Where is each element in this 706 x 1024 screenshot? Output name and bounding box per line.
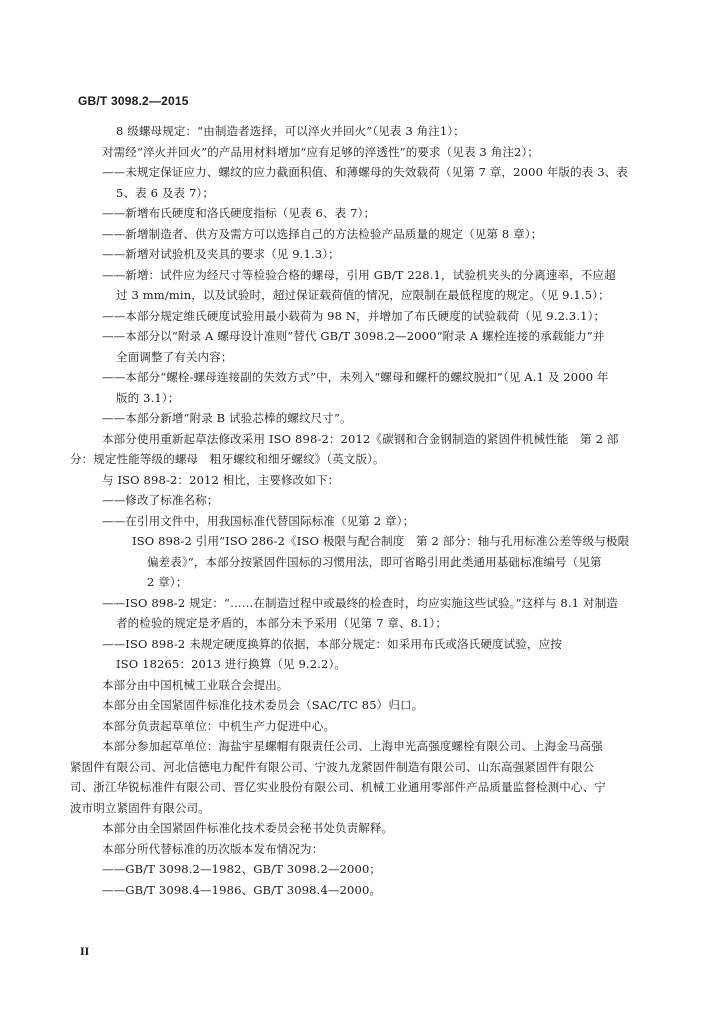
text-line: 紧固件有限公司、河北信德电力配件有限公司、宁波九龙紧固件制造有限公司、山东高强紧固件有限公	[70, 759, 595, 774]
text-line: ——ISO 898-2 规定：“……在制造过程中或最终的检查时，均应实施这些试验。”这样与 8.1 对制造	[102, 595, 618, 610]
text-line: ——在引用文件中，用我国标准代替国际标准（见第 2 章）；	[102, 513, 415, 528]
text-line: 波市明立紧固件有限公司。	[70, 800, 210, 815]
text-line: ISO 898-2 引用“ISO 286-2《ISO 极限与配合制度 第 2 部分：轴与孔用标准公差等级与极限	[132, 534, 630, 548]
standard-number-header: GB/T 3098.2—2015	[78, 94, 189, 108]
page-number: II	[80, 944, 90, 958]
text-line: 全面调整了有关内容；	[116, 349, 233, 364]
text-line: 过 3 mm/min，以及试验时，超过保证载荷值的情况，应限制在最低程度的规定。（见 9.1.5）；	[116, 288, 610, 302]
text-line: 对需经“淬火并回火”的产品用材料增加“应有足够的淬透性”的要求（见表 3 角注2）；	[102, 144, 540, 159]
text-line: 偏差表》”，本部分按紧固件国标的习惯用法，即可省略引用此类通用基础标准编号（见第	[147, 554, 602, 569]
text-line: 本部分负责起草单位：中机生产力促进中心。	[102, 718, 335, 733]
text-line: 本部分由全国紧固件标准化技术委员会（SAC/TC 85）归口。	[102, 698, 424, 712]
text-line: ISO 18265：2013 进行换算（见 9.2.2）。	[116, 657, 347, 671]
text-line: ——新增制造者、供方及需方可以选择自己的方法检验产品质量的规定（见第 8 章）；	[102, 226, 543, 241]
text-line: ——GB/T 3098.2—1982、GB/T 3098.2—2000；	[102, 862, 382, 876]
text-line: 2 章）；	[147, 575, 188, 589]
text-line: 本部分由全国紧固件标准化技术委员会秘书处负责解释。	[102, 821, 394, 835]
text-line: 版的 3.1）；	[116, 390, 180, 405]
text-line: ——新增：试件应为经尺寸等检验合格的螺母，引用 GB/T 228.1，试验机夹头的分离速率，不应超	[102, 267, 616, 282]
text-line: ——本部分“螺栓-螺母连接副的失效方式”中，未列入“螺母和螺杆的螺纹脱扣”（见 A.1 及 2000 年	[102, 370, 609, 384]
text-line: ——GB/T 3098.4—1986、GB/T 3098.4—2000。	[102, 882, 382, 897]
text-line: 本部分参加起草单位：海盐宇星螺帽有限责任公司、上海申光高强度螺栓有限公司、上海金马高强	[102, 739, 603, 753]
text-line: 8 级螺母规定：“由制造者选择，可以淬火并回火”（见表 3 角注1）；	[116, 124, 465, 138]
text-line: ——修改了标准名称；	[102, 493, 219, 507]
text-line: ——新增布氏硬度和洛氏硬度指标（见表 6、表 7）；	[102, 206, 376, 220]
text-line: 5、表 6 及表 7）；	[116, 185, 214, 200]
text-line: 与 ISO 898-2：2012 相比，主要修改如下：	[102, 472, 340, 487]
text-line: ——本部分规定维氏硬度试验用最小载荷为 98 N，并增加了布氏硬度的试验载荷（见 9.2.3.1）；	[102, 308, 606, 323]
text-line: ——本部分新增“附录 B 试验芯棒的螺纹尺寸”。	[102, 411, 352, 425]
foreword-body	[70, 121, 634, 900]
text-line: ——未规定保证应力、螺纹的应力截面积值、和薄螺母的失效载荷（见第 7 章，2000 年版的表 3、表	[102, 165, 629, 179]
text-line: 本部分由中国机械工业联合会提出。	[102, 677, 289, 692]
text-line: ——新增对试验机及夹具的要求（见 9.1.3）；	[102, 247, 340, 261]
text-line: 者的检验的规定是矛盾的，本部分未予采用（见第 7 章、8.1）；	[116, 616, 447, 630]
text-line: 司、浙江华锐标准件有限公司、晋亿实业股份有限公司、机械工业通用零部件产品质量监督检测中心、宁	[70, 780, 606, 794]
text-line: ——本部分以“附录 A 螺母设计准则”替代 GB/T 3098.2—2000“附录 A 螺栓连接的承载能力”并	[102, 329, 605, 343]
text-line: 本部分所代替标准的历次版本发布情况为：	[102, 841, 324, 856]
text-line: 本部分使用重新起草法修改采用 ISO 898-2：2012《碳钢和合金钢制造的紧固件机械性能 第 2 部	[102, 431, 619, 446]
text-line: ——ISO 898-2 未规定硬度换算的依据，本部分规定：如采用布氏或洛氏硬度试验，应按	[102, 636, 562, 651]
text-line: 分：规定性能等级的螺母 粗牙螺纹和细牙螺纹》（英文版）。	[70, 452, 385, 466]
